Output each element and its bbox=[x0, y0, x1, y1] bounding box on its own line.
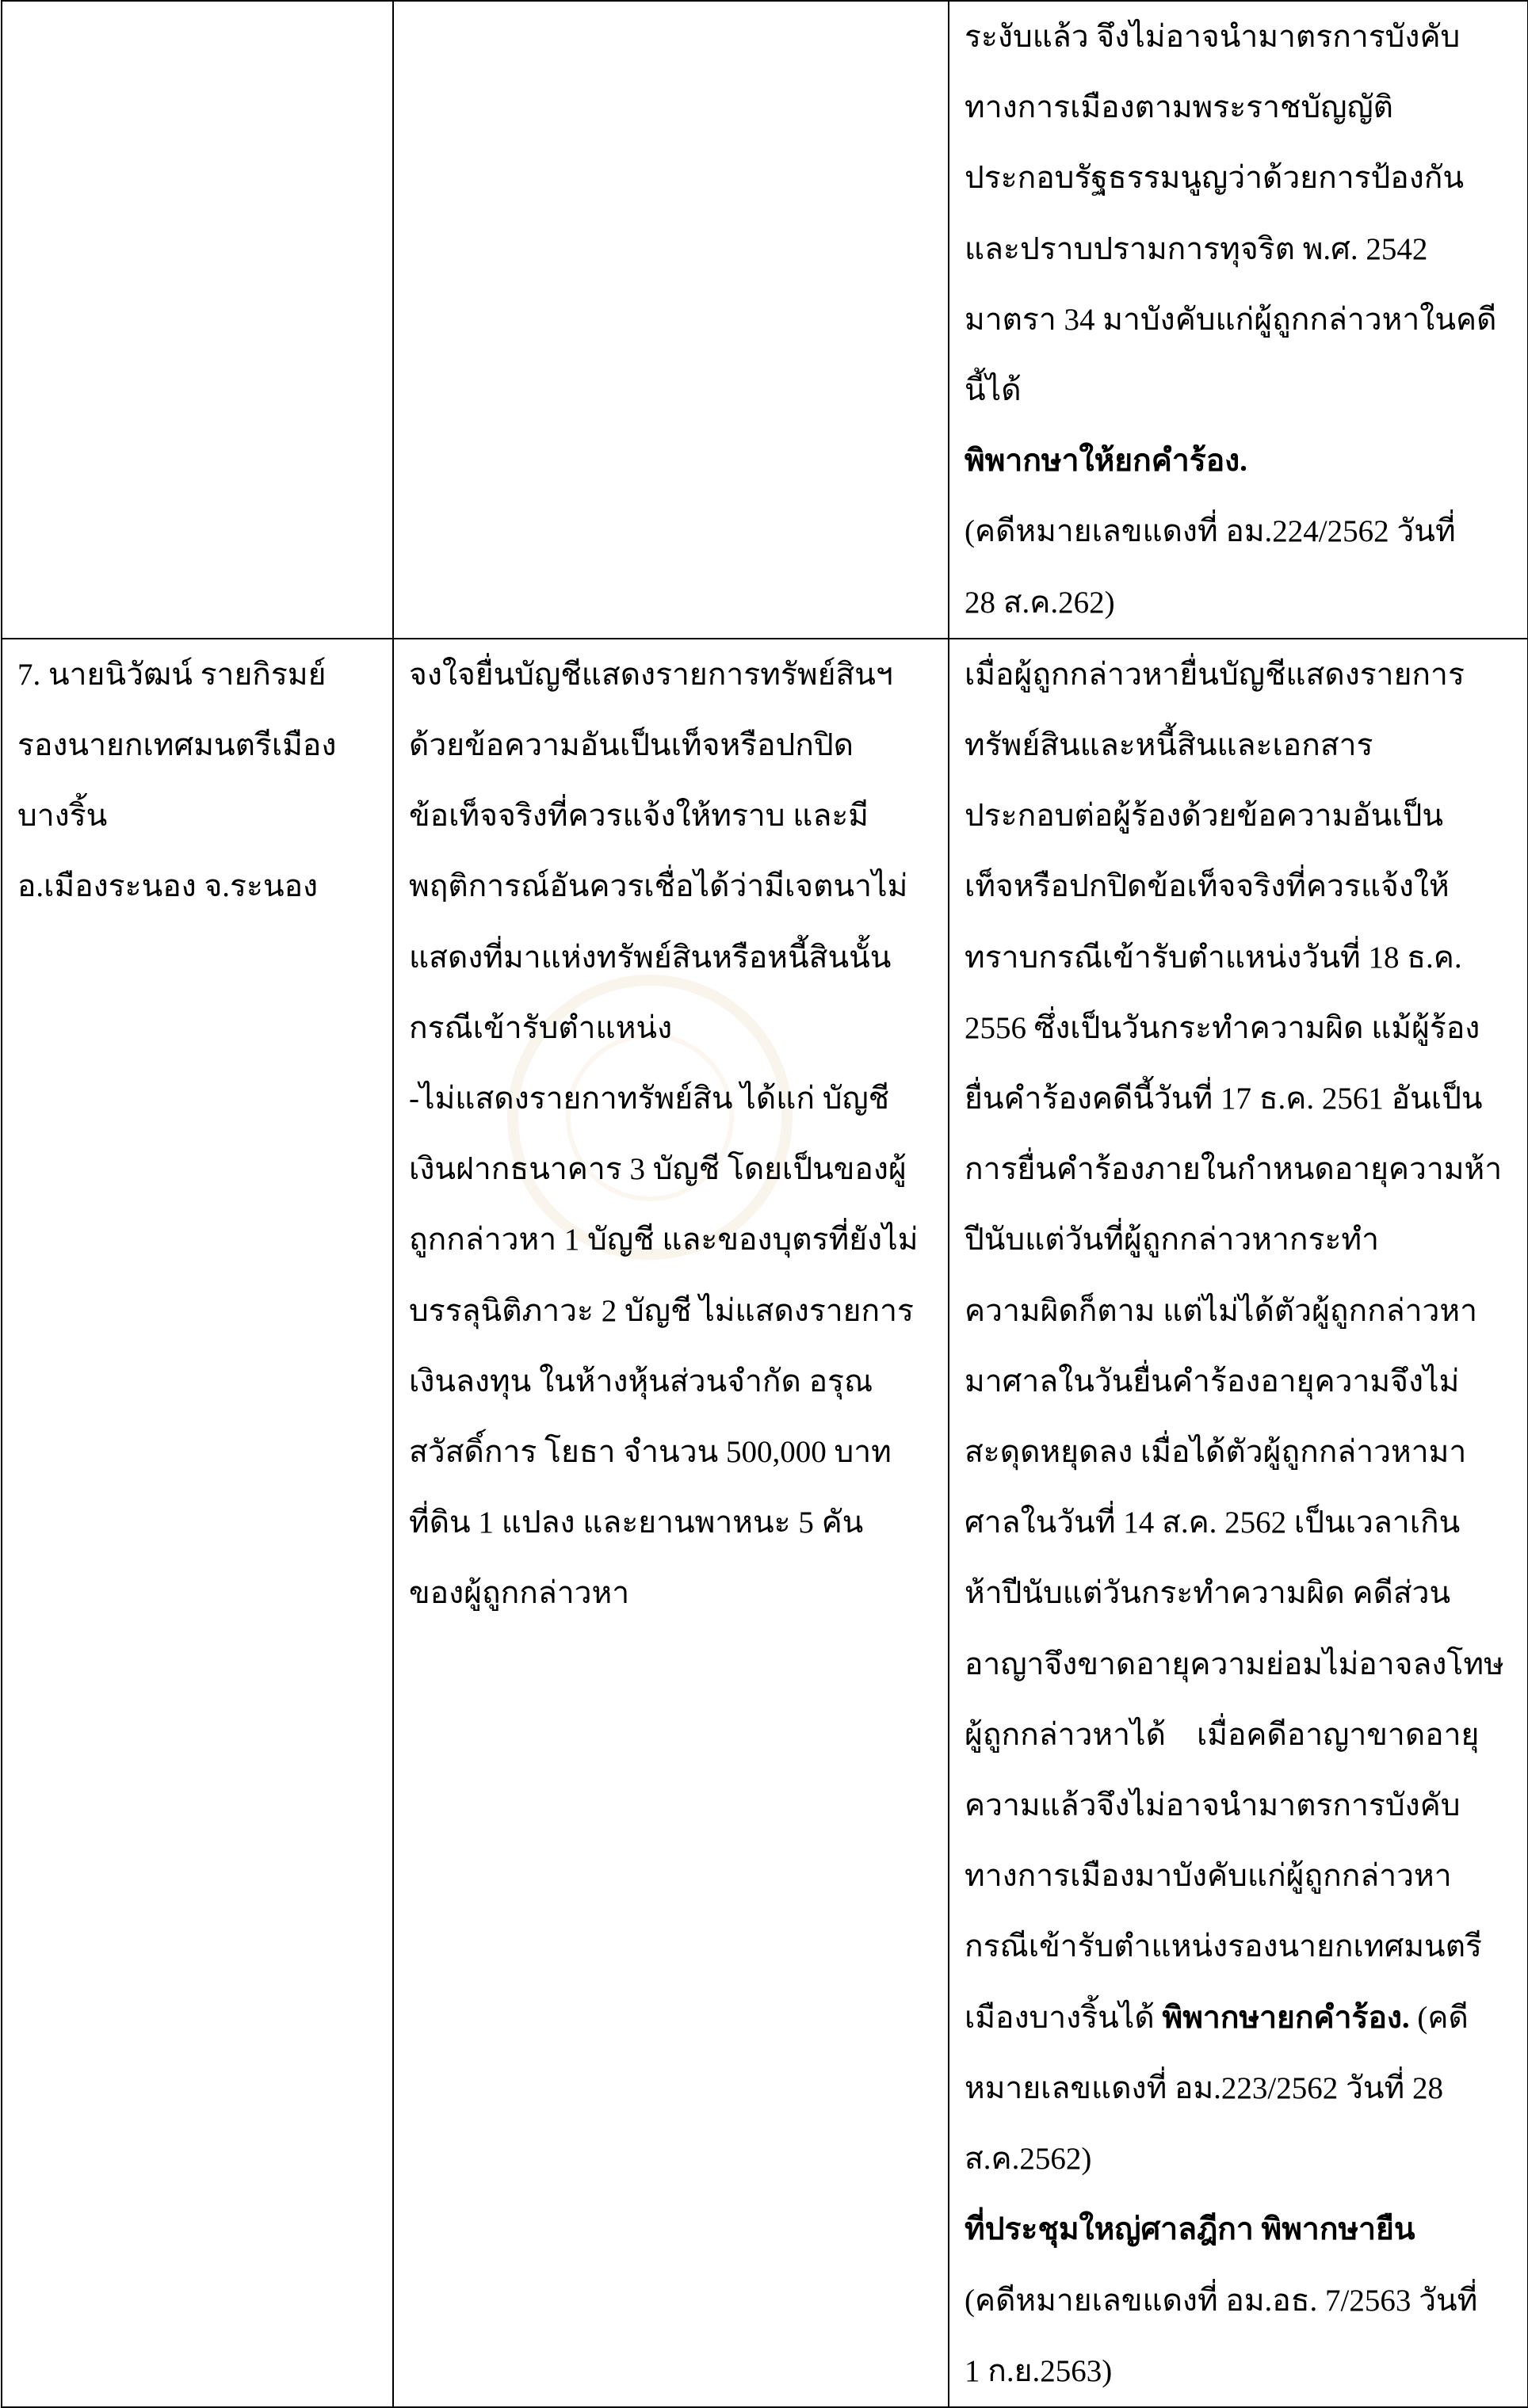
verdict-text: พิพากษายกคำร้อง. bbox=[1162, 2000, 1410, 2035]
ruling-line: เท็จหรือปกปิดข้อเท็จจริงที่ควรแจ้งให้ bbox=[965, 869, 1450, 904]
allegation-line: ที่ดิน 1 แปลง และยานพาหนะ 5 คัน bbox=[409, 1505, 864, 1540]
allegation-line: เงินลงทุน ในห้างหุ้นส่วนจำกัด อรุณ bbox=[409, 1364, 873, 1399]
ruling-line: ปีนับแต่วันที่ผู้ถูกกล่าวหากระทำ bbox=[965, 1223, 1380, 1257]
ruling-line: ทรัพย์สินและหนี้สินและเอกสาร bbox=[965, 728, 1373, 763]
cell-ruling-previous bbox=[949, 1, 1528, 639]
ruling-line: ความผิดก็ตาม แต่ไม่ได้ตัวผู้ถูกกล่าวหา bbox=[965, 1293, 1478, 1328]
accused-position: รองนายกเทศมนตรีเมือง bbox=[17, 728, 337, 763]
supreme-case-reference-line: 1 ก.ย.2563) bbox=[965, 2353, 1113, 2388]
case-reference-line: 28 ส.ค.262) bbox=[965, 585, 1115, 620]
ruling-line: ความแล้วจึงไม่อาจนำมาตรการบังคับ bbox=[965, 1788, 1461, 1823]
accused-location: อ.เมืองระนอง จ.ระนอง bbox=[17, 869, 319, 904]
accused-position: บางริ้น bbox=[17, 799, 108, 834]
accused-name: 7. นายนิวัฒน์ รายกิรมย์ bbox=[17, 657, 327, 692]
case-reference-line: หมายเลขแดงที่ อม.223/2562 วันที่ 28 bbox=[965, 2070, 1444, 2105]
table-row-entry-7 bbox=[2, 639, 1528, 2407]
ruling-line: ประกอบต่อผู้ร้องด้วยข้อความอันเป็น bbox=[965, 799, 1444, 834]
allegation-line: ข้อเท็จจริงที่ควรแจ้งให้ทราบ และมี bbox=[409, 799, 869, 834]
ruling-line: สะดุดหยุดลง เมื่อได้ตัวผู้ถูกกล่าวหามา bbox=[965, 1435, 1467, 1470]
ruling-line: กรณีเข้ารับตำแหน่งรองนายกเทศมนตรี bbox=[965, 1929, 1482, 1964]
ruling-line: ระงับแล้ว จึงไม่อาจนำมาตรการบังคับ bbox=[965, 20, 1461, 54]
case-summary-table bbox=[1, 0, 1528, 2408]
case-reference-line: (คดีหมายเลขแดงที่ อม.224/2562 วันที่ bbox=[965, 514, 1456, 549]
ruling-line: ห้าปีนับแต่วันกระทำความผิด คดีส่วน bbox=[965, 1576, 1451, 1611]
allegation-line: จงใจยื่นบัญชีแสดงรายการทรัพย์สินฯ bbox=[409, 657, 893, 692]
allegation-line: สวัสดิ์การ โยธา จำนวน 500,000 บาท bbox=[409, 1435, 892, 1470]
supreme-case-reference-line: (คดีหมายเลขแดงที่ อม.อธ. 7/2563 วันที่ bbox=[965, 2283, 1478, 2318]
allegation-line: เงินฝากธนาคาร 3 บัญชี โดยเป็นของผู้ bbox=[409, 1152, 907, 1187]
ruling-line: เมื่อผู้ถูกกล่าวหายื่นบัญชีแสดงรายการ bbox=[965, 657, 1465, 692]
verdict-text: พิพากษาให้ยกคำร้อง. bbox=[965, 444, 1247, 479]
table-row-previous-case bbox=[2, 1, 1528, 639]
allegation-line: กรณีเข้ารับตำแหน่ง bbox=[409, 1010, 673, 1045]
ruling-line: และปราบปรามการทุจริต พ.ศ. 2542 bbox=[965, 231, 1428, 266]
cell-accused-empty bbox=[2, 1, 393, 639]
ruling-line-prefix: เมืองบางริ้นได้ bbox=[965, 2000, 1163, 2035]
case-reference-open: (คดี bbox=[1409, 2000, 1469, 2035]
allegation-line: แสดงที่มาแห่งทรัพย์สินหรือหนี้สินนั้น bbox=[409, 940, 892, 975]
ruling-line: อาญาจึงขาดอายุความย่อมไม่อาจลงโทษ bbox=[965, 1647, 1504, 1681]
supreme-court-verdict: ที่ประชุมใหญ่ศาลฎีกา พิพากษายืน bbox=[965, 2212, 1415, 2247]
ruling-line: มาตรา 34 มาบังคับแก่ผู้ถูกกล่าวหาในคดี bbox=[965, 302, 1497, 337]
ruling-line: ประกอบรัฐธรรมนูญว่าด้วยการป้องกัน bbox=[965, 161, 1465, 196]
cell-accused bbox=[2, 639, 393, 2407]
ruling-line: ผู้ถูกกล่าวหาได้ เมื่อคดีอาญาขาดอายุ bbox=[965, 1717, 1480, 1752]
ruling-line: ทางการเมืองมาบังคับแก่ผู้ถูกกล่าวหา bbox=[965, 1859, 1452, 1894]
ruling-verdict-line bbox=[965, 1982, 1519, 2053]
allegation-line: บรรลุนิติภาวะ 2 บัญชี ไม่แสดงรายการ bbox=[409, 1293, 914, 1328]
ruling-line: ทางการเมืองตามพระราชบัญญัติ bbox=[965, 90, 1394, 125]
allegation-line: ของผู้ถูกกล่าวหา bbox=[409, 1576, 630, 1611]
ruling-line: ทราบกรณีเข้ารับตำแหน่งวันที่ 18 ธ.ค. bbox=[965, 940, 1462, 975]
cell-ruling bbox=[949, 639, 1528, 2407]
ruling-line: ศาลในวันที่ 14 ส.ค. 2562 เป็นเวลาเกิน bbox=[965, 1505, 1461, 1540]
ruling-line: มาศาลในวันยื่นคำร้องอายุความจึงไม่ bbox=[965, 1364, 1460, 1399]
cell-allegation bbox=[393, 639, 949, 2407]
allegation-line: -ไม่แสดงรายกาทรัพย์สิน ได้แก่ บัญชี bbox=[409, 1082, 890, 1116]
ruling-line: การยื่นคำร้องภายในกำหนดอายุความห้า bbox=[965, 1152, 1503, 1187]
ruling-line: นี้ได้ bbox=[965, 373, 1022, 408]
allegation-line: ถูกกล่าวหา 1 บัญชี และของบุตรที่ยังไม่ bbox=[409, 1223, 919, 1257]
case-reference-line: ส.ค.2562) bbox=[965, 2142, 1092, 2177]
ruling-line: 2556 ซึ่งเป็นวันกระทำความผิด แม้ผู้ร้อง bbox=[965, 1010, 1480, 1045]
allegation-line: ด้วยข้อความอันเป็นเท็จหรือปกปิด bbox=[409, 728, 854, 763]
allegation-line: พฤติการณ์อันควรเชื่อได้ว่ามีเจตนาไม่ bbox=[409, 869, 908, 904]
ruling-line: ยื่นคำร้องคดีนี้วันที่ 17 ธ.ค. 2561 อันเป็น bbox=[965, 1082, 1483, 1116]
cell-allegation-empty bbox=[393, 1, 949, 639]
